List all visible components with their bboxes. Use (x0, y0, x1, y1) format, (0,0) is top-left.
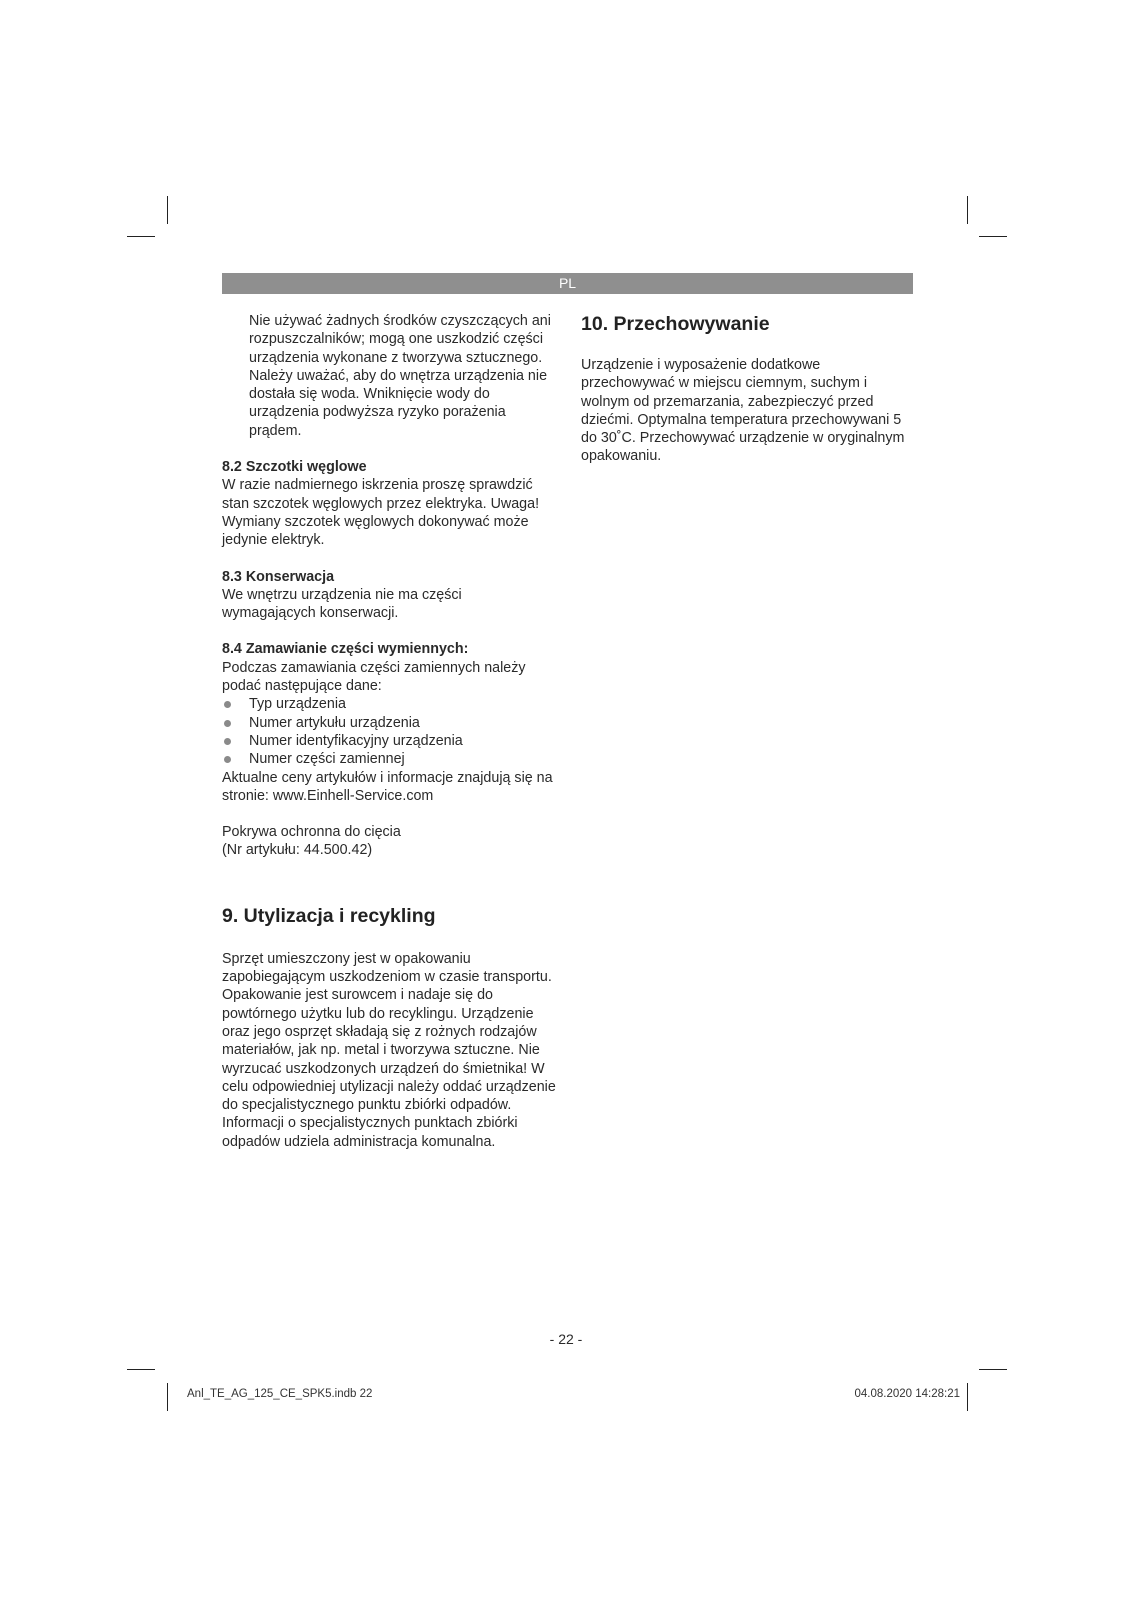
section-8-3-title: 8.3 Konserwacja (222, 568, 335, 585)
list-item: Numer części zamiennej (222, 750, 557, 768)
section-8-4-outro: Aktualne ceny artykułów i informacje znajdują się na stronie: www.Einhell-Service.com (222, 769, 553, 804)
section-8-4-intro: Podczas zamawiania części zamiennych należy podać następujące dane: (222, 659, 526, 695)
section-10-title: 10. Przechowywanie (581, 313, 770, 335)
right-column (581, 312, 916, 466)
bullet-icon (224, 720, 231, 727)
order-data-list (222, 695, 557, 768)
list-item: Typ urządzenia (222, 695, 557, 713)
page-number: - 22 - (549, 1331, 583, 1347)
slug-date-time: 04.08.2020 14:28:21 (854, 1388, 960, 1400)
crop-mark-top-right-h (979, 236, 1007, 237)
section-9-text: Sprzęt umieszczony jest w opakowaniu zapobiegającym uszkodzeniom w czasie transportu. Opakowanie jest surowcem i nadaje się do powtórnego użytku lub do recyklingu. Urządzenie oraz jego osprzęt składają się z rożnych rodzajów materiałów, jak np. metal i tworzywa sztuczne. Nie wyrzucać uszkodzonych urządzeń do śmietnika! W celu odpowiedniej utylizacji należy oddać urządzenie do specjalistycznego punktu zbiórki odpadów. Informacji o specjalistycznych punktach zbiórki odpadów udziela administracja komunalna. (222, 950, 556, 1150)
section-10-text: Urządzenie i wyposażenie dodatkowe przechowywać w miejscu ciemnym, suchym i wolnym od przemarzania, zabezpieczyć przed dziećmi. Optymalna temperatura przechowywani 5 do 30˚C. Przechowywać urządzenie w oryginalnym opakowaniu. (581, 357, 905, 465)
crop-mark-bottom-left-v (167, 1383, 168, 1411)
cover-name: Pokrywa ochronna do cięcia (222, 824, 401, 841)
crop-mark-bottom-right-h (979, 1369, 1007, 1370)
section-8-2-title: 8.2 Szczotki węglowe (222, 459, 367, 476)
section-8-2-text: W razie nadmiernego iskrzenia proszę sprawdzić stan szczotek węglowych przez elektryka. Uwaga! Wymiany szczotek węglowych dokonywać może jedynie elektryk. (222, 477, 540, 549)
bullet-icon (224, 756, 231, 763)
section-8-3-text: We wnętrzu urządzenia nie ma części wymagających konserwacji. (222, 586, 462, 622)
section-9-title: 9. Utylizacja i recykling (222, 904, 436, 927)
bullet-icon (224, 701, 231, 708)
crop-mark-top-right-v (967, 196, 968, 224)
section-8-4-title: 8.4 Zamawianie części wymiennych: (222, 641, 469, 658)
cover-article-number: (Nr artykułu: 44.500.42) (222, 842, 373, 859)
language-label: PL (558, 275, 577, 291)
crop-mark-top-left-v (167, 196, 168, 224)
bullet-icon (224, 738, 231, 745)
crop-mark-bottom-left-h (127, 1369, 155, 1370)
slug-file-info: Anl_TE_AG_125_CE_SPK5.indb 22 (187, 1388, 373, 1400)
crop-mark-top-left-h (127, 236, 155, 237)
list-item: Numer artykułu urządzenia (222, 714, 557, 732)
list-item: Numer identyfikacyjny urządzenia (222, 732, 557, 750)
language-header-bar (222, 273, 913, 294)
cleaning-note: Nie używać żadnych środków czyszczących ani rozpuszczalników; mogą one uszkodzić części urządzenia wykonane z tworzywa sztucznego. Należy uważać, aby do wnętrza urządzenia nie dostała się woda. Wniknięcie wody do urządzenia podwyższa ryzyko porażenia prądem. (249, 313, 551, 439)
crop-mark-bottom-right-v (967, 1383, 968, 1411)
left-column (222, 312, 557, 1151)
